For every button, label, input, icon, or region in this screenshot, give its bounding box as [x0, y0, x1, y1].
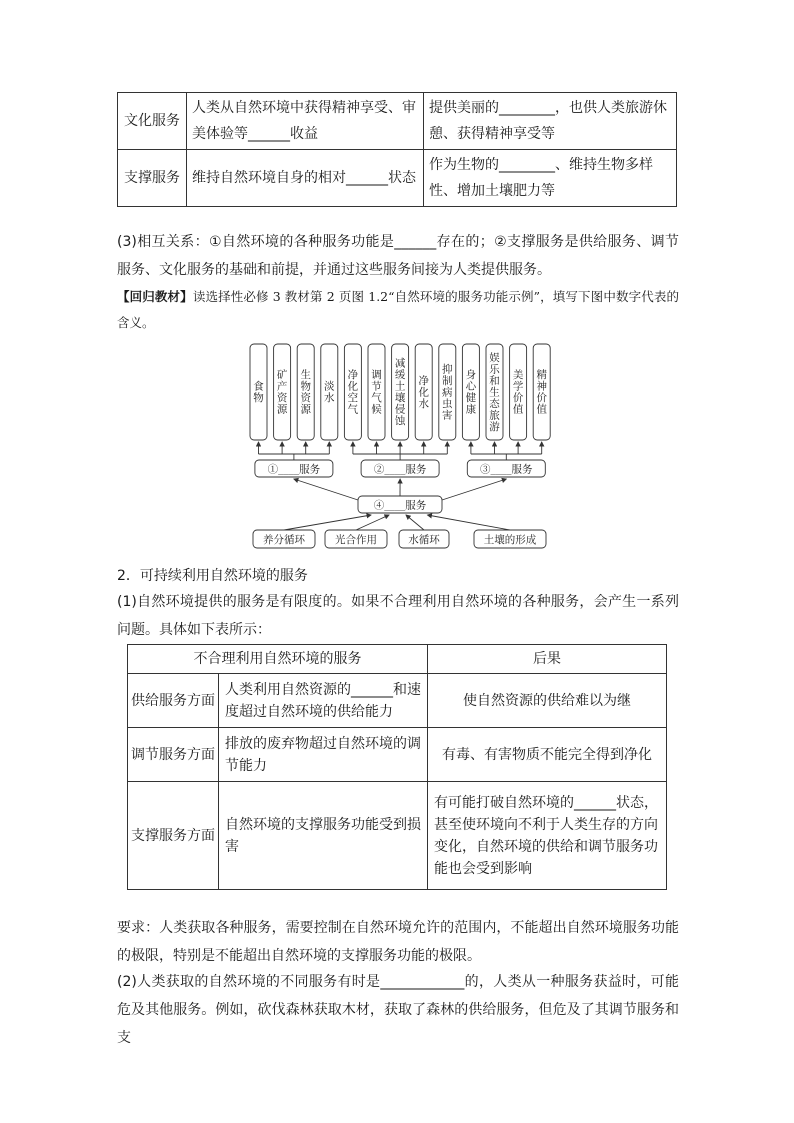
svg-text:蚀: 蚀	[394, 415, 406, 427]
diagram-service-box	[250, 344, 267, 440]
diagram-process-box	[474, 530, 546, 548]
svg-text:水循环: 水循环	[408, 534, 440, 546]
table-row	[118, 93, 677, 150]
svg-text:病: 病	[442, 386, 453, 399]
diagram-service-box	[533, 344, 550, 440]
review-paragraph	[117, 284, 679, 336]
row-result: 有可能打破自然环境的______状态，甚至使环境向不利于人类生存的方向变化，自然环境的供给和调节服务功能也会受到影响	[428, 782, 667, 890]
row-result: 使自然资源的供给难以为继	[428, 674, 667, 728]
relation-paragraph: (3)相互关系：①自然环境的各种服务功能是______存在的；②支撑服务是供给服务、调节服务、文化服务的基础和前提，并通过这些服务间接为人类提供服务。	[117, 234, 679, 278]
review-tag: 【回归教材】	[117, 289, 193, 304]
svg-text:食: 食	[253, 380, 264, 393]
svg-text:净: 净	[418, 374, 429, 387]
svg-text:娱: 娱	[489, 351, 500, 364]
svg-text:淡: 淡	[324, 380, 335, 393]
svg-text:心: 心	[465, 380, 477, 393]
svg-text:康: 康	[465, 403, 477, 416]
svg-text:④____服务: ④____服务	[373, 499, 427, 512]
diagram-process-box	[325, 530, 387, 548]
table-row	[118, 150, 677, 207]
table-row	[128, 782, 667, 890]
svg-text:身: 身	[465, 369, 477, 381]
svg-text:和: 和	[489, 374, 500, 387]
svg-text:美: 美	[512, 369, 524, 381]
svg-text:害: 害	[442, 409, 453, 422]
diagram-service-box	[439, 344, 456, 440]
diagram-service-box	[392, 344, 409, 440]
conflict-paragraph: (2)人类获取的自然环境的不同服务有时是____________的，人类从一种服务获益时，可能危及其他服务。例如，砍伐森林获取木材，获取了森林的供给服务，但危及了其调节服务和支	[117, 974, 679, 1046]
diagram-process-box	[399, 530, 449, 548]
svg-text:化: 化	[418, 386, 429, 399]
row-result: 有毒、有害物质不能完全得到净化	[428, 728, 667, 782]
svg-text:神: 神	[536, 380, 547, 393]
misuse-table	[127, 644, 667, 890]
svg-text:值: 值	[512, 403, 524, 416]
row-content: 人类利用自然资源的______和速度超过自然环境的供给能力	[219, 674, 428, 728]
svg-text:生: 生	[300, 369, 311, 381]
svg-text:养分循环: 养分循环	[263, 534, 305, 546]
row-content: 维持自然环境自身的相对______状态	[187, 150, 424, 207]
svg-text:水: 水	[418, 397, 429, 410]
row-label: 供给服务方面	[128, 674, 219, 728]
svg-text:水: 水	[324, 392, 335, 404]
row-content: 人类从自然环境中获得精神享受、审美体验等______收益	[187, 93, 424, 150]
svg-text:③____服务: ③____服务	[480, 463, 533, 476]
row-label: 支撑服务	[118, 150, 187, 207]
diagram-service-box	[415, 344, 432, 440]
svg-text:乐: 乐	[489, 363, 500, 376]
row-label: 支撑服务方面	[128, 782, 219, 890]
svg-text:①____服务: ①____服务	[267, 463, 321, 476]
svg-text:生: 生	[489, 386, 500, 399]
diagram-category-box	[361, 460, 439, 477]
svg-text:②____服务: ②____服务	[373, 463, 427, 476]
svg-text:健: 健	[465, 392, 477, 404]
diagram-service-box	[510, 344, 527, 440]
svg-text:光合作用: 光合作用	[335, 534, 377, 546]
row-label: 文化服务	[118, 93, 187, 150]
svg-text:产: 产	[276, 380, 288, 393]
diagram-service-box	[321, 344, 338, 440]
diagram-category-box	[255, 460, 333, 477]
review-text: 读选择性必修 3 教材第 2 页图 1.2“自然环境的服务功能示例”，填写下图中数字代表的含义。	[117, 289, 679, 330]
section2-title: 2．可持续利用自然环境的服务	[117, 568, 308, 584]
svg-text:价: 价	[512, 392, 524, 404]
table-row	[128, 728, 667, 782]
svg-text:精: 精	[536, 369, 547, 381]
svg-text:矿: 矿	[276, 369, 288, 381]
svg-text:净: 净	[347, 369, 359, 381]
diagram-category-box	[467, 460, 545, 477]
svg-text:气: 气	[347, 403, 359, 416]
table-header-row	[128, 645, 667, 674]
svg-text:气: 气	[371, 392, 382, 404]
diagram-service-box	[462, 344, 479, 440]
svg-text:资: 资	[300, 392, 311, 404]
requirement-paragraph: 要求：人类获取各种服务，需要控制在自然环境允许的范围内，不能超出自然环境服务功能的极限，特别是不能超出自然环境的支撑服务功能的极限。	[117, 920, 679, 964]
row-function: 提供美丽的________，也供人类旅游休憩、获得精神享受等	[424, 93, 677, 150]
svg-text:旅: 旅	[489, 409, 500, 422]
svg-text:学: 学	[512, 380, 524, 393]
svg-text:制: 制	[442, 374, 453, 387]
svg-text:抑: 抑	[442, 363, 453, 376]
row-function: 作为生物的________、维持生物多样性、增加土壤肥力等	[424, 150, 677, 207]
svg-text:物: 物	[253, 392, 264, 404]
svg-text:节: 节	[371, 380, 382, 393]
svg-text:侵: 侵	[394, 403, 406, 416]
svg-text:缓: 缓	[394, 369, 406, 381]
svg-text:物: 物	[300, 380, 311, 393]
diagram-service-box	[274, 344, 291, 440]
svg-text:价: 价	[536, 392, 547, 404]
diagram-support-box	[358, 496, 442, 513]
svg-text:土壤的形成: 土壤的形成	[483, 534, 537, 546]
limited-paragraph: (1)自然环境提供的服务是有限度的。如果不合理利用自然环境的各种服务，会产生一系列问题。具体如下表所示：	[117, 594, 679, 638]
header-cell: 后果	[428, 645, 667, 674]
svg-text:土: 土	[394, 380, 406, 393]
svg-text:壤: 壤	[394, 392, 406, 404]
row-content: 自然环境的支撑服务功能受到损害	[219, 782, 428, 890]
services-diagram	[244, 340, 556, 558]
svg-text:候: 候	[371, 403, 382, 416]
svg-text:资: 资	[276, 392, 288, 404]
table-row	[128, 674, 667, 728]
diagram-service-box	[297, 344, 314, 440]
services-table	[117, 92, 677, 207]
svg-text:空: 空	[347, 392, 359, 404]
svg-text:源: 源	[276, 403, 288, 416]
row-content: 排放的废弃物超过自然环境的调节能力	[219, 728, 428, 782]
svg-text:态: 态	[489, 397, 500, 410]
header-cell: 不合理利用自然环境的服务	[128, 645, 428, 674]
diagram-service-box	[486, 344, 503, 440]
svg-text:化: 化	[347, 380, 359, 393]
row-label: 调节服务方面	[128, 728, 219, 782]
diagram-process-box	[253, 530, 315, 548]
diagram-service-box	[368, 344, 385, 440]
svg-text:游: 游	[489, 420, 500, 433]
svg-text:减: 减	[394, 357, 406, 370]
svg-text:虫: 虫	[442, 397, 453, 410]
svg-text:源: 源	[300, 403, 311, 416]
svg-text:调: 调	[371, 369, 382, 381]
svg-text:值: 值	[536, 403, 547, 416]
diagram-service-box	[344, 344, 361, 440]
